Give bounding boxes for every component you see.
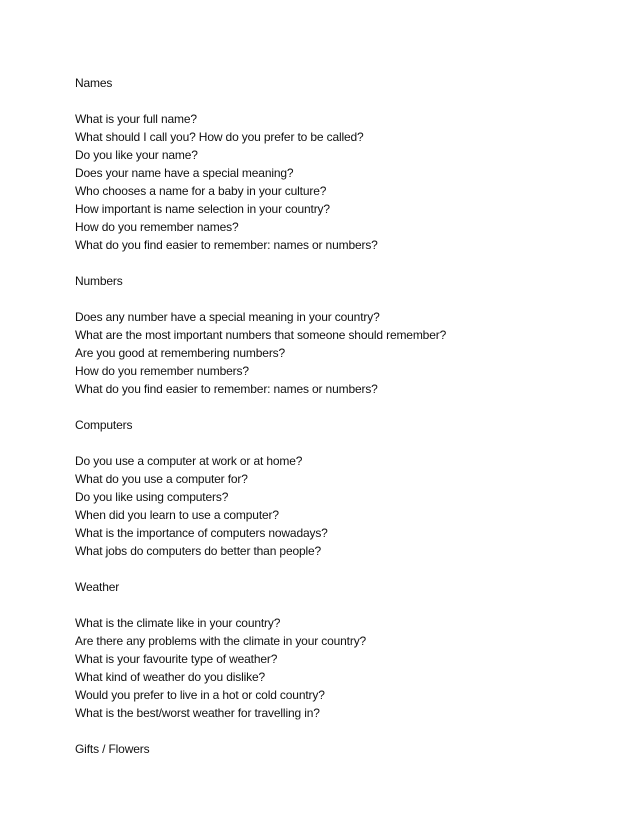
section-heading: Computers <box>75 418 133 432</box>
question-item: Does your name have a special meaning? <box>75 166 294 180</box>
section-heading: Names <box>75 76 113 90</box>
section-numbers <box>75 272 615 398</box>
question-item: What should I call you? How do you prefer to be called? <box>75 130 364 144</box>
section-names <box>75 74 615 254</box>
question-item: Do you use a computer at work or at home? <box>75 454 303 468</box>
question-item: How do you remember numbers? <box>75 364 249 378</box>
question-item: What jobs do computers do better than people? <box>75 544 322 558</box>
question-item: Are there any problems with the climate in your country? <box>75 634 367 648</box>
question-item: What do you find easier to remember: names or numbers? <box>75 238 378 252</box>
question-item: When did you learn to use a computer? <box>75 508 279 522</box>
question-item: Would you prefer to live in a hot or cold country? <box>75 688 325 702</box>
section-computers <box>75 416 615 560</box>
question-list <box>75 452 615 560</box>
question-item: What is your favourite type of weather? <box>75 652 278 666</box>
section-heading: Weather <box>75 580 120 594</box>
question-item: What is the importance of computers nowadays? <box>75 526 328 540</box>
question-list <box>75 614 615 722</box>
question-item: What do you find easier to remember: names or numbers? <box>75 382 378 396</box>
question-item: What is your full name? <box>75 112 197 126</box>
question-item: How do you remember names? <box>75 220 239 234</box>
question-item: What kind of weather do you dislike? <box>75 670 266 684</box>
section-heading: Gifts / Flowers <box>75 742 150 756</box>
question-item: How important is name selection in your country? <box>75 202 330 216</box>
question-item: Do you like your name? <box>75 148 198 162</box>
section-gifts-flowers <box>75 740 615 758</box>
question-item: What are the most important numbers that someone should remember? <box>75 328 447 342</box>
question-list <box>75 110 615 254</box>
question-item: Who chooses a name for a baby in your culture? <box>75 184 327 198</box>
document-body <box>75 74 615 776</box>
question-item: Does any number have a special meaning in your country? <box>75 310 380 324</box>
section-heading: Numbers <box>75 274 123 288</box>
section-weather <box>75 578 615 722</box>
question-item: What do you use a computer for? <box>75 472 248 486</box>
question-item: What is the climate like in your country? <box>75 616 281 630</box>
question-item: Are you good at remembering numbers? <box>75 346 286 360</box>
question-item: What is the best/worst weather for travelling in? <box>75 706 320 720</box>
question-item: Do you like using computers? <box>75 490 229 504</box>
question-list <box>75 308 615 398</box>
